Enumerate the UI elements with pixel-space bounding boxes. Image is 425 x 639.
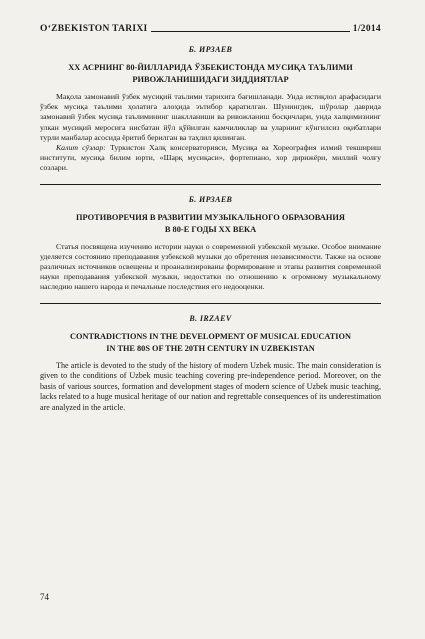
article-title xyxy=(40,331,381,355)
title-line: CONTRADICTIONS IN THE DEVELOPMENT OF MUSICAL EDUCATION xyxy=(70,331,351,341)
keywords-text: Туркистон Халқ консерваторияси, Мусиқа ва Хореография илмий текшириш институти, мусиқа билим юрти, «Шарқ мусиқаси», фортепиано, хор дирижёри, миллий чолғу созлари. xyxy=(40,143,381,173)
page-number: 74 xyxy=(40,592,49,602)
abstract-section-uzbek xyxy=(40,45,381,174)
section-divider xyxy=(40,303,381,304)
title-line: В 80-Е ГОДЫ XX ВЕКА xyxy=(164,224,257,234)
title-line: IN THE 80S OF THE 20TH CENTURY IN UZBEKISTAN xyxy=(106,343,315,353)
article-title xyxy=(40,62,381,86)
journal-name: O‘ZBEKISTON TARIXI xyxy=(40,24,148,34)
abstract-section-russian xyxy=(40,195,381,293)
issue-number: 1/2014 xyxy=(352,24,381,34)
author-name: B. IRZAEV xyxy=(189,313,232,323)
keywords-label: Калит сўзлар: xyxy=(56,143,106,153)
running-header xyxy=(40,24,381,34)
article-title xyxy=(40,212,381,236)
abstract-text: The article is devoted to the study of the history of modern Uzbek music. The main consideration is given to the conditions of Uzbek music teaching covering pre-independence period. Moreover, on the basis of various sources, formation and development stages of modern science of Uzbek music teaching, lacks related to a huge musical heritage of our nation and regrettable consequences of its underestimation are analyzed in the article. xyxy=(40,360,381,413)
title-line: ХХ АСРНИНГ 80-ЙИЛЛАРИДА ЎЗБЕКИСТОНДА МУСИҚА ТАЪЛИМИ xyxy=(68,63,353,72)
abstract-text: Мақола замонавий ўзбек мусиқий таълими тарихига бағишланади. Унда истиқлол арафасидаги ўзбек мусиқа таълими ҳолатига алоҳида эътибор қаратилган. Шунингдек, шўролар даврида замонавий ўзбек мусиқа таълимининг шаклланиши ва ривожланиш босқичлари, унда халқимизнинг улкан мусиқий меросига нисбатан йўл қўйилган камчиликлар ва уларнинг кўнгилсиз оқибатлари турли манбалар асосида ёритиб берилган ва таҳлил қилинган. xyxy=(40,92,381,142)
author-name: Б. ИРЗАЕВ xyxy=(188,45,233,54)
title-line: РИВОЖЛАНИШИДАГИ ЗИДДИЯТЛАР xyxy=(132,75,289,84)
header-rule xyxy=(151,31,350,32)
keywords xyxy=(40,143,381,174)
author-name: Б. ИРЗАЕВ xyxy=(188,194,233,204)
abstract-text: Статья посвящена изучению истории науки о современной узбекской музыке. Особое внимание уделяется состоянию преподавания узбекской музыки до обретения независимости. Также на основе различных источников освещены и проанализированы формирование и этапы развития современной науки преподавания узбекской музыки, недостатки по отношению к огромному музыкальному наследию нашего народа и печальные последствия его недооценки. xyxy=(40,241,381,292)
abstract-section-english xyxy=(40,314,381,414)
title-line: ПРОТИВОРЕЧИЯ В РАЗВИТИИ МУЗЫКАЛЬНОГО ОБРАЗОВАНИЯ xyxy=(76,212,345,222)
section-divider xyxy=(40,184,381,185)
